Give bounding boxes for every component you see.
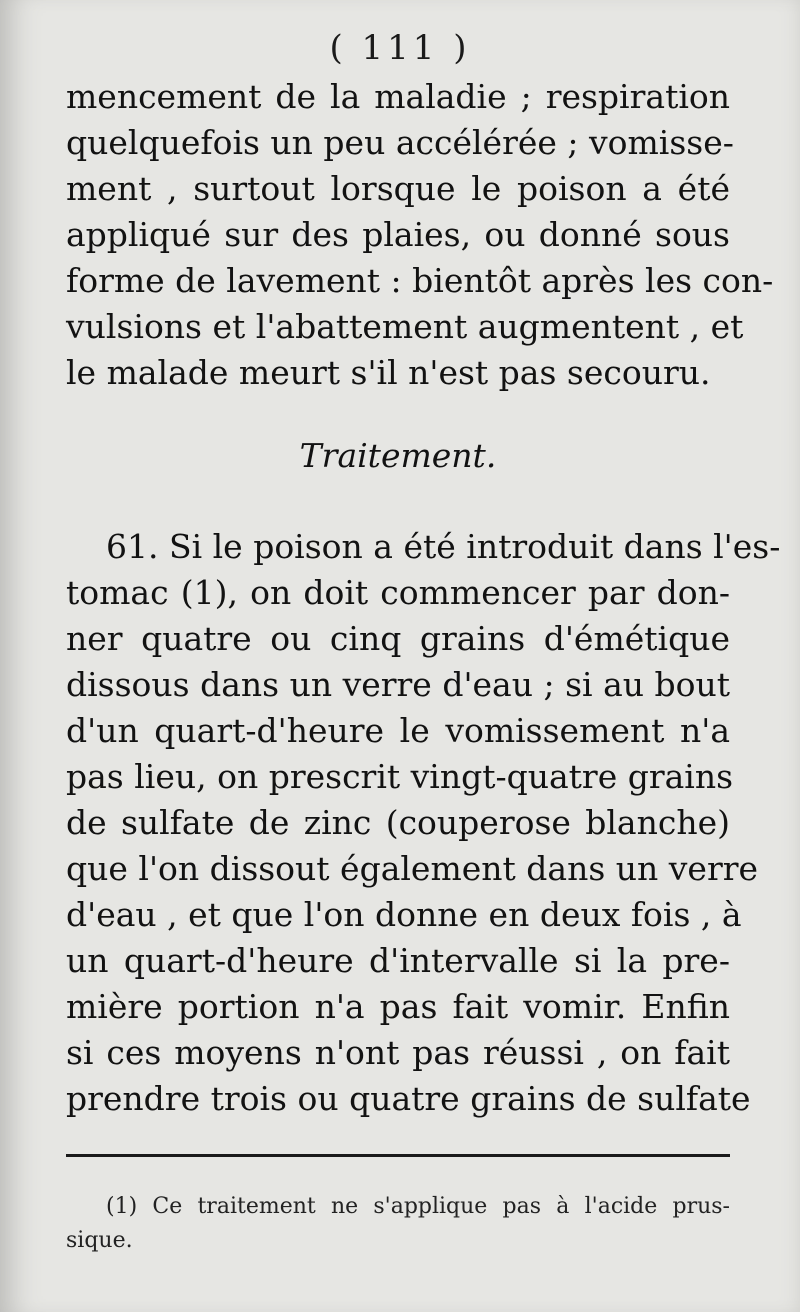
section-heading: Traitement. (299, 436, 497, 475)
text-line: ner quatre ou cinq grains d'émétique (66, 619, 730, 658)
text-line: 61. Si le poison a été introduit dans l'es- (106, 527, 781, 566)
text-line: forme de lavement : bientôt après les con- (66, 261, 774, 300)
text-line: vulsions et l'abattement augmentent , et (66, 307, 744, 346)
text-line: ment , surtout lorsque le poison a été (66, 169, 730, 208)
footnote-line: (1) Ce traitement ne s'applique pas à l'acide prus- (106, 1194, 730, 1219)
footnote-line: sique. (66, 1228, 133, 1253)
text-line: prendre trois ou quatre grains de sulfate (66, 1079, 751, 1118)
text-line: quelquefois un peu accélérée ; vomisse- (66, 123, 734, 162)
footnote-divider (66, 1154, 730, 1157)
text-line: appliqué sur des plaies, ou donné sous (66, 215, 730, 254)
text-line: un quart-d'heure d'intervalle si la pre- (66, 941, 730, 980)
text-line: d'un quart-d'heure le vomissement n'a (66, 711, 730, 750)
text-line: le malade meurt s'il n'est pas secouru. (66, 353, 711, 392)
text-line: pas lieu, on prescrit vingt-quatre grains (66, 757, 734, 796)
paragraph-symptoms (66, 74, 774, 396)
text-line: si ces moyens n'ont pas réussi , on fait (66, 1033, 730, 1072)
text-line: mière portion n'a pas fait vomir. Enfin (66, 987, 730, 1026)
text-line: que l'on dissout également dans un verre (66, 849, 759, 888)
text-line: dissous dans un verre d'eau ; si au bout (66, 665, 730, 704)
paragraph-treatment (66, 524, 781, 1122)
footnote (66, 1190, 730, 1258)
text-line: mencement de la maladie ; respiration (66, 77, 730, 116)
text-line: tomac (1), on doit commencer par don- (66, 573, 730, 612)
text-line: d'eau , et que l'on donne en deux fois , à (66, 895, 742, 934)
page-number: ( 111 ) (329, 28, 471, 68)
text-line: de sulfate de zinc (couperose blanche) (66, 803, 730, 842)
